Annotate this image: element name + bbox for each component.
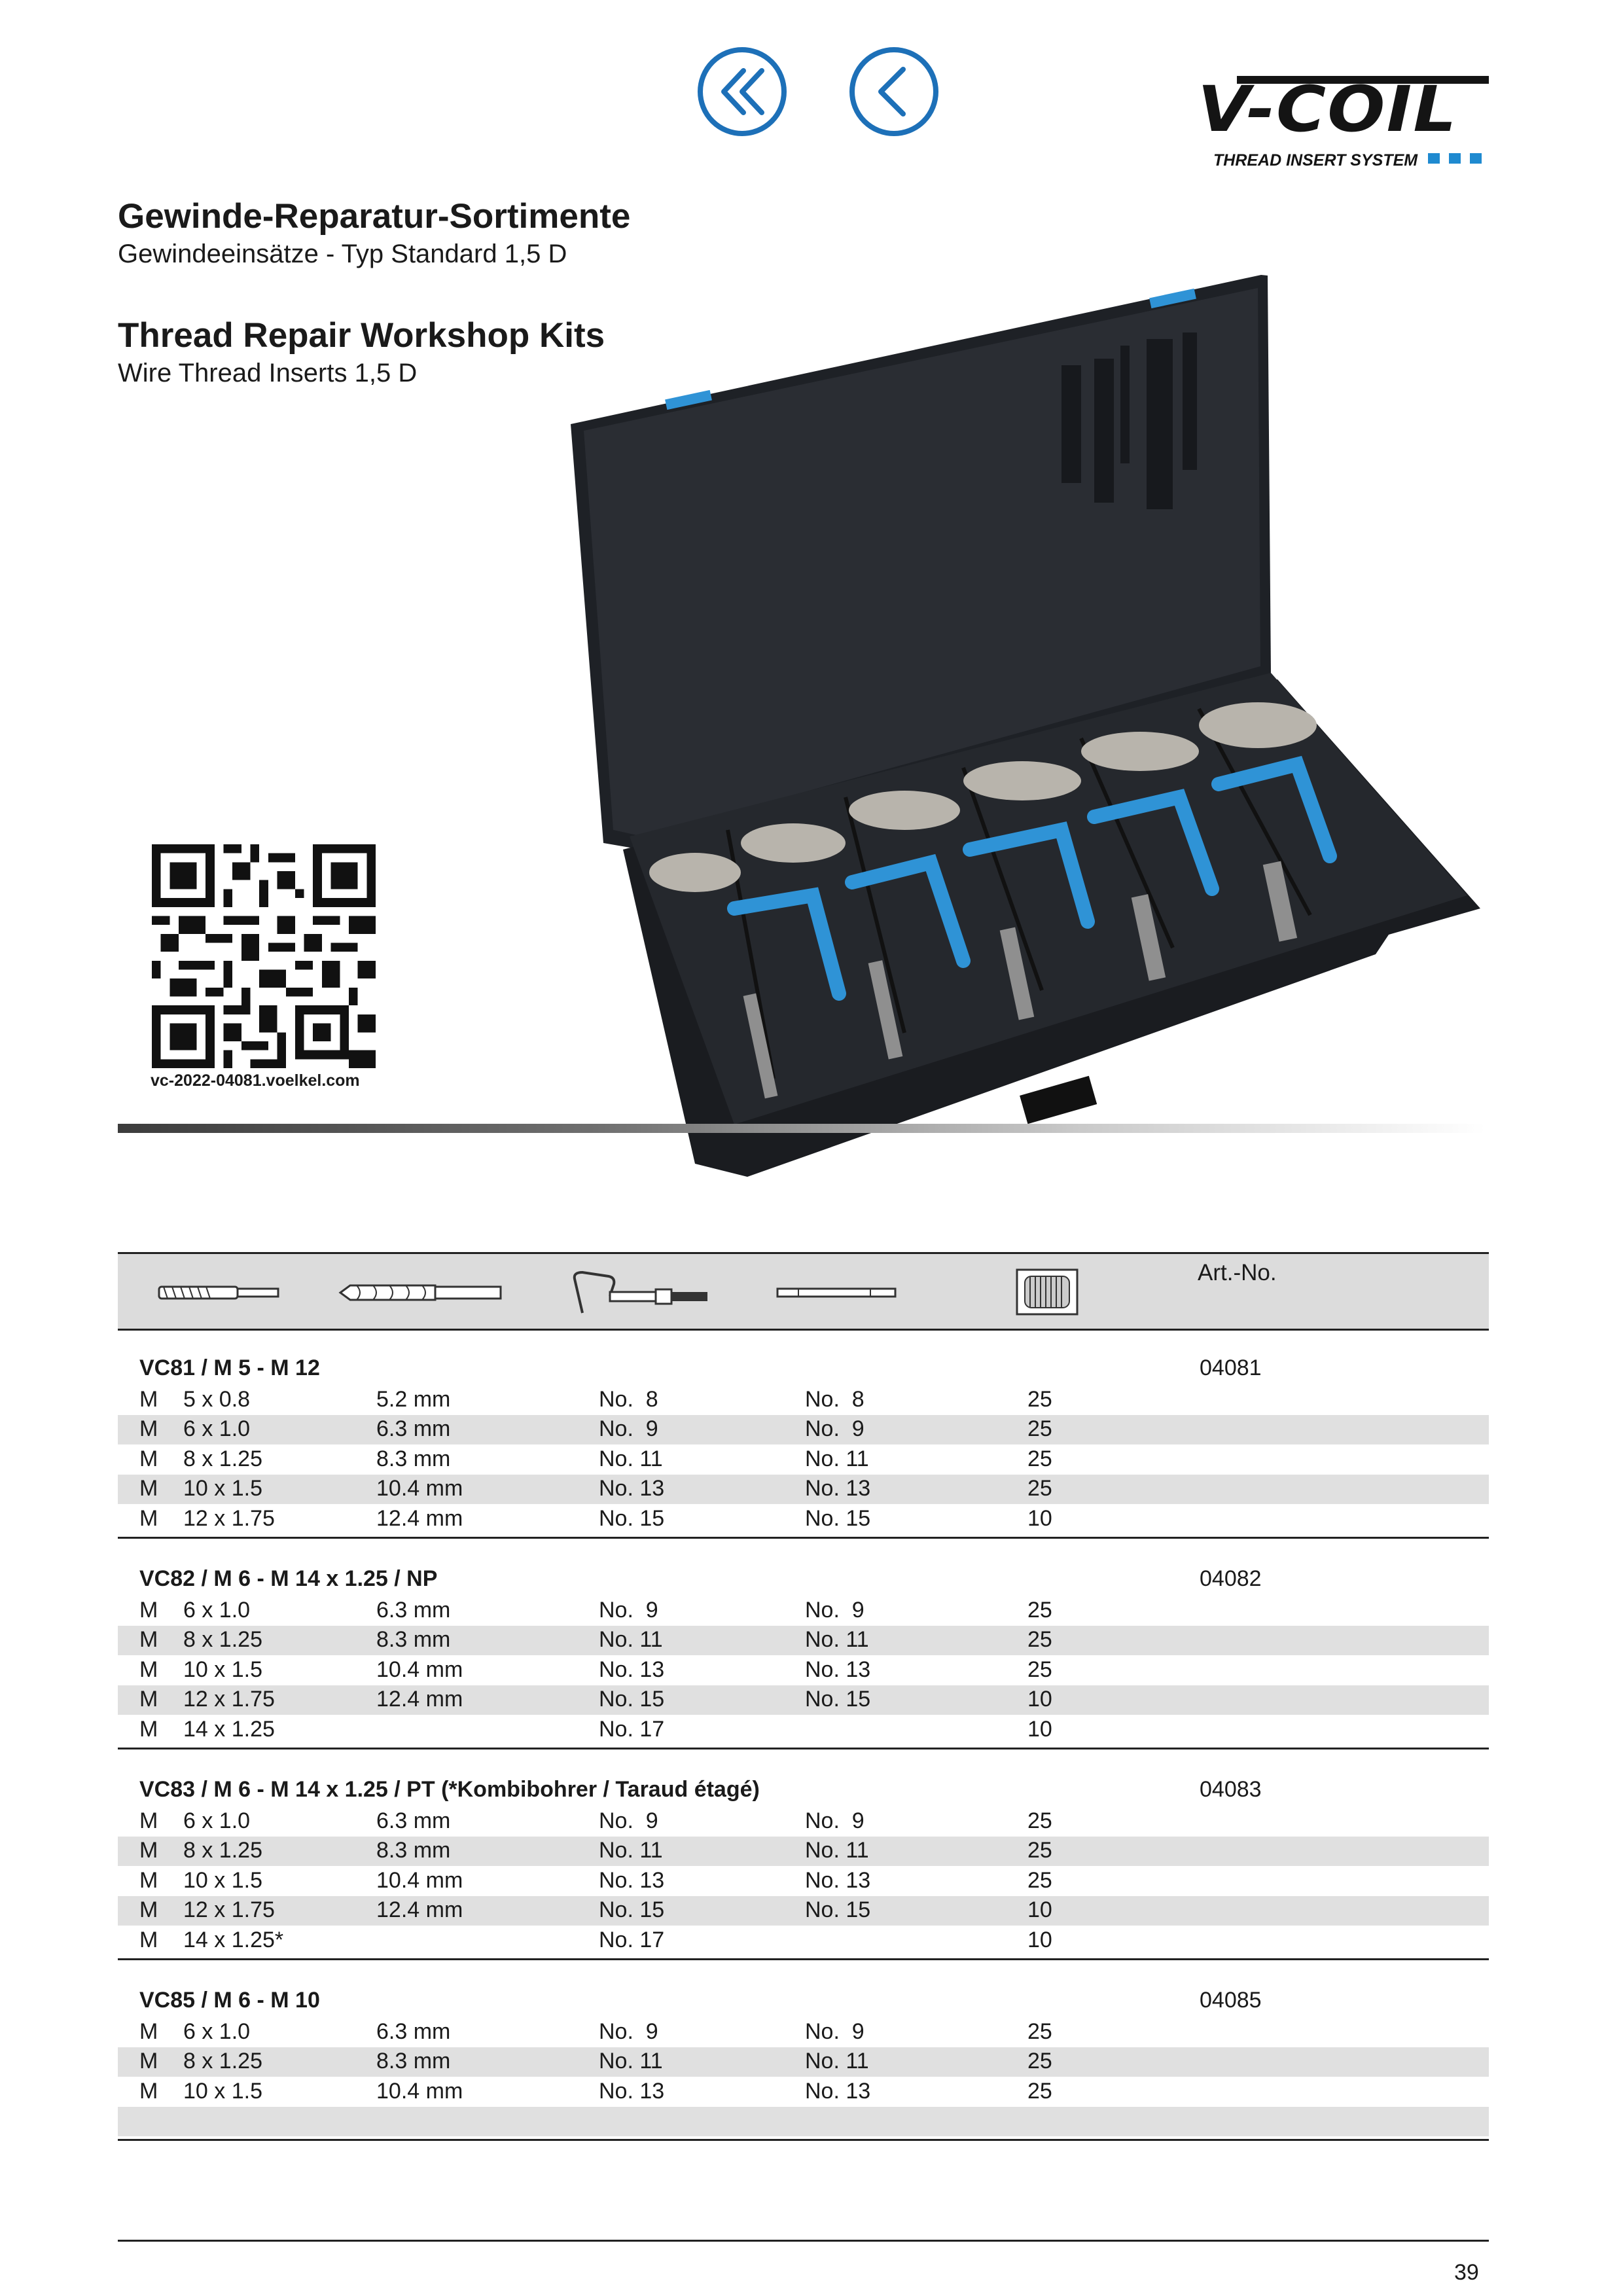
previous-page-button[interactable] [848, 46, 940, 137]
table-cell-m: M [139, 1386, 158, 1412]
table-cell-m: M [139, 1627, 158, 1653]
table-cell-size: 6 x 1.0 [183, 1597, 251, 1623]
table-cell-m: M [139, 1928, 158, 1952]
table-cell-size: 14 x 1.25 [183, 1717, 275, 1742]
table-cell-qty: 25 [1027, 2049, 1052, 2074]
table-cell-qty: 10 [1027, 1506, 1052, 1531]
table-cell-drill: 8.3 mm [376, 1627, 451, 1653]
tap-icon [154, 1267, 285, 1317]
table-cell-qty: 25 [1027, 2078, 1052, 2104]
table-cell-tool1: No. 17 [599, 1717, 665, 1742]
table-cell-tool2: No. 13 [805, 1476, 871, 1501]
table-cell-size: 10 x 1.5 [183, 1476, 262, 1501]
page-title-en: Thread Repair Workshop Kits [118, 316, 605, 355]
kit-case-illustration [564, 274, 1493, 1177]
table-cell-m: M [139, 2018, 158, 2044]
table-cell-tool2: No. 13 [805, 1657, 871, 1682]
table-cell-size: 12 x 1.75 [183, 1506, 275, 1531]
table-cell-tool2: No. 11 [805, 1446, 869, 1471]
table-cell-qty: 25 [1027, 1657, 1052, 1682]
table-cell-qty: 25 [1027, 1476, 1052, 1501]
tang-break-tool-icon [772, 1267, 903, 1317]
table-cell-m: M [139, 1506, 158, 1531]
table-cell-tool1: No. 9 [599, 1597, 658, 1623]
chevron-left-icon [848, 46, 940, 137]
table-cell-qty: 10 [1027, 1687, 1052, 1712]
table-cell-tool1: No. 13 [599, 1867, 665, 1893]
table-cell-drill: 8.3 mm [376, 1838, 451, 1863]
group-separator-rule [118, 2139, 1489, 2141]
table-cell-drill: 10.4 mm [376, 1657, 463, 1682]
table-cell-size: 10 x 1.5 [183, 1867, 262, 1893]
logo-square [1449, 153, 1461, 164]
table-cell-drill: 5.2 mm [376, 1386, 451, 1412]
logo-square [1428, 153, 1440, 164]
table-cell-m: M [139, 1867, 158, 1893]
logo-tagline: THREAD INSERT SYSTEM [1213, 151, 1418, 170]
table-cell-m: M [139, 2078, 158, 2104]
table-cell-qty: 25 [1027, 1416, 1052, 1442]
table-cell-tool1: No. 15 [599, 1687, 665, 1712]
table-cell-size: 10 x 1.5 [183, 2078, 262, 2104]
table-cell-tool2: No. 9 [805, 1808, 865, 1833]
logo-square [1470, 153, 1482, 164]
table-cell-tool2: No. 15 [805, 1506, 871, 1531]
table-cell-qty: 10 [1027, 1928, 1052, 1952]
table-cell-tool1: No. 13 [599, 2078, 665, 2104]
table-cell-tool1: No. 8 [599, 1386, 658, 1412]
table-cell-tool1: No. 11 [599, 1627, 663, 1653]
table-cell-qty: 25 [1027, 1867, 1052, 1893]
table-cell-m: M [139, 1476, 158, 1501]
page-number: 39 [1454, 2260, 1479, 2285]
table-cell-m: M [139, 1808, 158, 1833]
table-cell-m: M [139, 1416, 158, 1442]
logo-wordmark: V-COIL [1198, 73, 1458, 146]
article-number: 04082 [1200, 1566, 1262, 1591]
product-image-kit-case [564, 274, 1493, 1177]
group-title: VC82 / M 6 - M 14 x 1.25 / NP [139, 1566, 438, 1591]
group-separator-rule [118, 1537, 1489, 1539]
table-cell-tool2: No. 9 [805, 1597, 865, 1623]
table-cell-size: 10 x 1.5 [183, 1657, 262, 1682]
art-no-header: Art.-No. [1198, 1260, 1277, 1285]
table-cell-size: 6 x 1.0 [183, 2018, 251, 2044]
table-cell-drill: 6.3 mm [376, 1416, 451, 1442]
table-cell-tool2: No. 13 [805, 2078, 871, 2104]
table-cell-m: M [139, 1897, 158, 1923]
group-title: VC81 / M 5 - M 12 [139, 1355, 320, 1380]
table-cell-tool1: No. 17 [599, 1928, 665, 1952]
table-cell-tool1: No. 13 [599, 1657, 665, 1682]
table-cell-qty: 25 [1027, 1627, 1052, 1653]
table-row-band [118, 2107, 1489, 2136]
group-title: VC85 / M 6 - M 10 [139, 1988, 320, 2013]
table-cell-drill: 6.3 mm [376, 1597, 451, 1623]
table-cell-size: 14 x 1.25* [183, 1928, 284, 1952]
table-cell-qty: 25 [1027, 2018, 1052, 2044]
table-cell-m: M [139, 1597, 158, 1623]
table-cell-drill: 10.4 mm [376, 2078, 463, 2104]
table-cell-tool1: No. 9 [599, 1416, 658, 1442]
table-cell-tool2: No. 13 [805, 1867, 871, 1893]
table-cell-drill: 8.3 mm [376, 1446, 451, 1471]
qr-code[interactable] [152, 844, 376, 1068]
table-row-band [118, 1685, 1489, 1715]
table-cell-drill: 12.4 mm [376, 1687, 463, 1712]
table-cell-tool1: No. 15 [599, 1506, 665, 1531]
article-number: 04085 [1200, 1988, 1262, 2013]
group-separator-rule [118, 1748, 1489, 1749]
brand-logo [1198, 73, 1489, 171]
table-cell-qty: 25 [1027, 1597, 1052, 1623]
table-cell-size: 8 x 1.25 [183, 1446, 262, 1471]
table-cell-tool2: No. 15 [805, 1687, 871, 1712]
table-cell-tool2: No. 9 [805, 1416, 865, 1442]
table-row-band [118, 2047, 1489, 2077]
table-cell-drill: 6.3 mm [376, 1808, 451, 1833]
table-cell-qty: 25 [1027, 1386, 1052, 1412]
article-number: 04083 [1200, 1777, 1262, 1802]
table-cell-tool1: No. 13 [599, 1476, 665, 1501]
table-header [118, 1252, 1489, 1331]
table-cell-drill: 6.3 mm [376, 2018, 451, 2044]
table-cell-qty: 25 [1027, 1446, 1052, 1471]
page-subtitle-de: Gewindeeinsätze - Typ Standard 1,5 D [118, 240, 567, 268]
double-chevron-left-icon [696, 46, 788, 137]
table-cell-qty: 25 [1027, 1808, 1052, 1833]
table-cell-tool1: No. 11 [599, 1838, 663, 1863]
footer-rule [118, 2240, 1489, 2242]
table-cell-tool2: No. 11 [805, 1838, 869, 1863]
table-cell-size: 6 x 1.0 [183, 1416, 251, 1442]
table-cell-drill: 10.4 mm [376, 1476, 463, 1501]
drill-bit-icon [337, 1267, 507, 1317]
table-cell-tool1: No. 11 [599, 1446, 663, 1471]
table-cell-drill: 10.4 mm [376, 1867, 463, 1893]
page-title-de: Gewinde-Reparatur-Sortimente [118, 197, 631, 236]
table-cell-qty: 10 [1027, 1897, 1052, 1923]
table-cell-qty: 10 [1027, 1717, 1052, 1742]
first-page-button[interactable] [696, 46, 788, 137]
table-cell-m: M [139, 2049, 158, 2074]
table-cell-drill: 8.3 mm [376, 2049, 451, 2074]
table-cell-size: 8 x 1.25 [183, 1838, 262, 1863]
table-cell-size: 12 x 1.75 [183, 1897, 275, 1923]
table-cell-size: 6 x 1.0 [183, 1808, 251, 1833]
table-cell-tool1: No. 9 [599, 1808, 658, 1833]
table-row-band [118, 1837, 1489, 1866]
table-cell-m: M [139, 1838, 158, 1863]
table-row-band [118, 1626, 1489, 1655]
table-row-band [118, 1415, 1489, 1444]
qr-code-icon [152, 844, 376, 1068]
table-cell-tool1: No. 11 [599, 2049, 663, 2074]
table-cell-tool2: No. 9 [805, 2018, 865, 2044]
table-cell-m: M [139, 1687, 158, 1712]
table-cell-drill: 12.4 mm [376, 1506, 463, 1531]
table-cell-m: M [139, 1657, 158, 1682]
table-cell-tool1: No. 9 [599, 2018, 658, 2044]
qr-code-url[interactable]: vc-2022-04081.voelkel.com [151, 1071, 360, 1090]
table-cell-tool1: No. 15 [599, 1897, 665, 1923]
thread-insert-icon [1014, 1267, 1080, 1317]
decorative-gradient-rule [118, 1124, 1486, 1133]
table-cell-size: 8 x 1.25 [183, 1627, 262, 1653]
table-cell-size: 5 x 0.8 [183, 1386, 251, 1412]
table-cell-tool2: No. 11 [805, 1627, 869, 1653]
page-subtitle-en: Wire Thread Inserts 1,5 D [118, 359, 418, 387]
group-separator-rule [118, 1958, 1489, 1960]
table-cell-tool2: No. 8 [805, 1386, 865, 1412]
table-cell-m: M [139, 1717, 158, 1742]
table-row-band [118, 1475, 1489, 1504]
table-row-band [118, 1896, 1489, 1926]
table-cell-m: M [139, 1446, 158, 1471]
group-title: VC83 / M 6 - M 14 x 1.25 / PT (*Kombibohrer / Taraud étagé) [139, 1777, 760, 1802]
article-number: 04081 [1200, 1355, 1262, 1380]
installation-tool-icon [563, 1267, 713, 1317]
table-cell-tool2: No. 11 [805, 2049, 869, 2074]
table-cell-drill: 12.4 mm [376, 1897, 463, 1923]
table-cell-size: 12 x 1.75 [183, 1687, 275, 1712]
table-cell-size: 8 x 1.25 [183, 2049, 262, 2074]
table-cell-qty: 25 [1027, 1838, 1052, 1863]
table-cell-tool2: No. 15 [805, 1897, 871, 1923]
